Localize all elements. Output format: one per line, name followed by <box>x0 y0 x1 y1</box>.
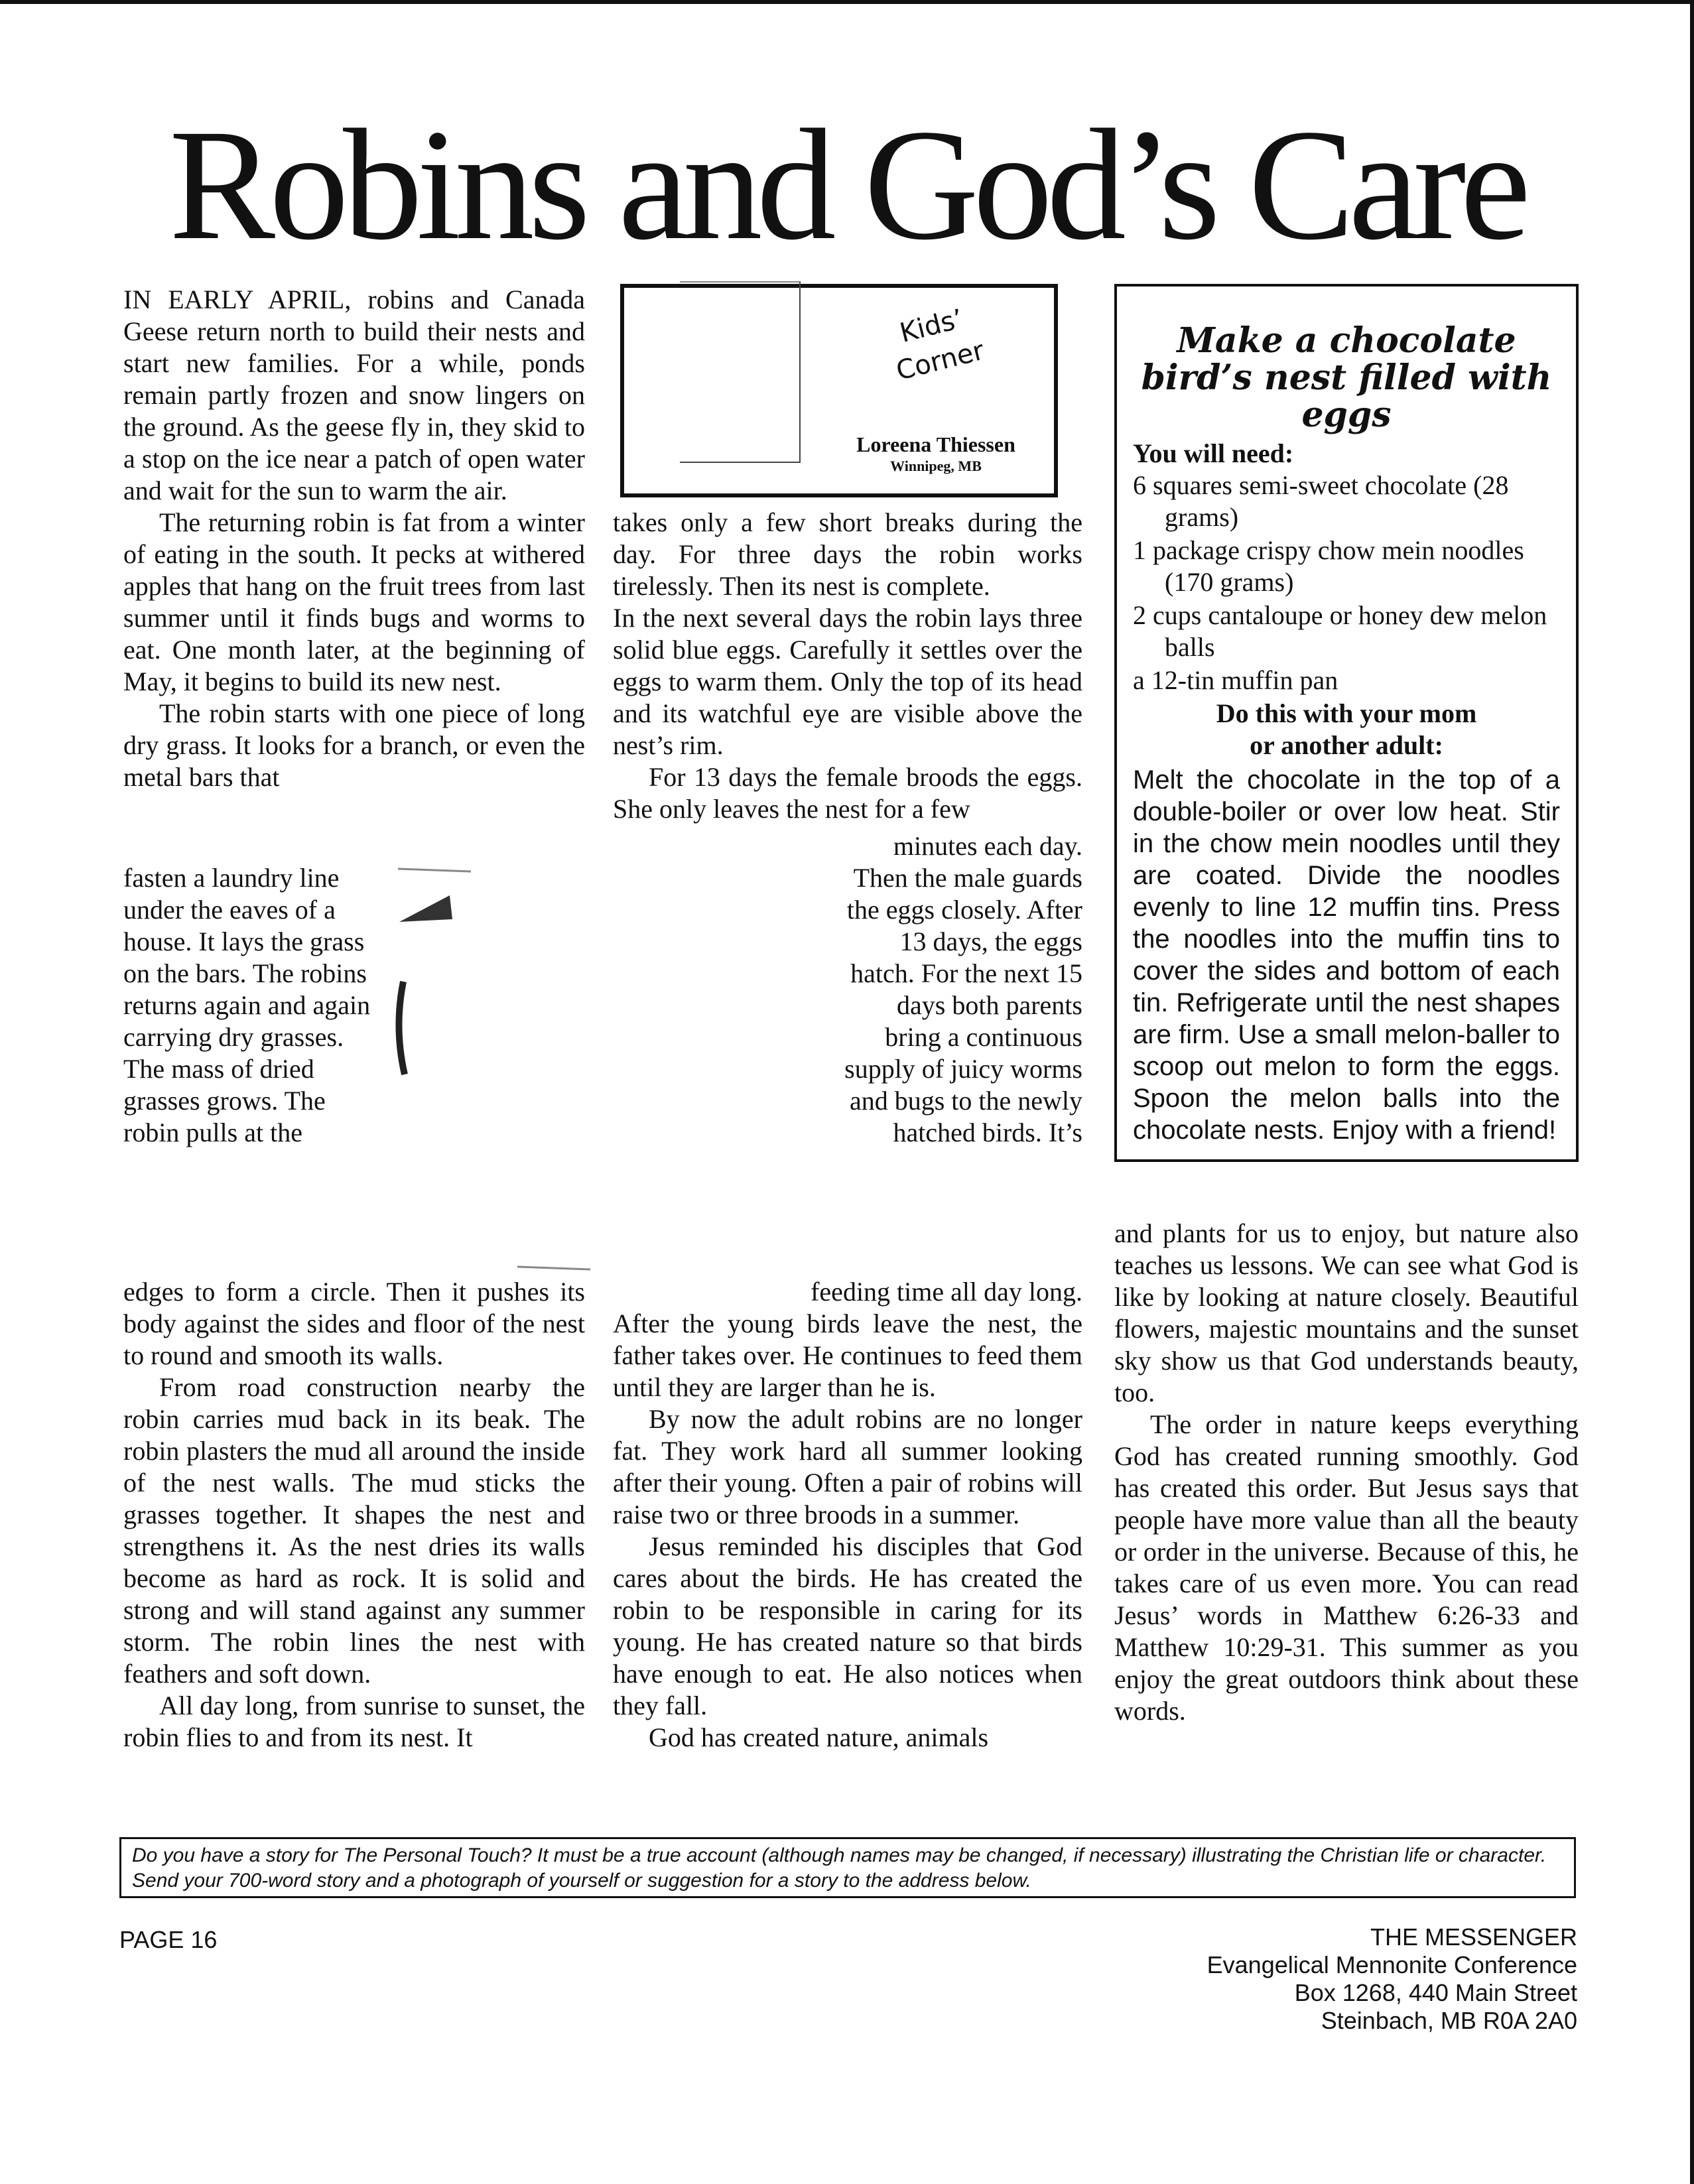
recipe-adult-label-1: Do this with your mom <box>1216 698 1477 728</box>
kids-corner-title-line1: Kids’ <box>897 303 966 349</box>
paragraph: In the next several days the robin lays three solid blue eggs. Carefully it settles over the eggs to warm them. Only the top of its head and its watchful eye are visible above the nest’s rim. <box>613 603 1082 760</box>
paragraph: After the young birds leave the nest, the father takes over. He continues to feed them until they are larger than he is. <box>613 1309 1082 1402</box>
recipe-adult-label-2: or another adult: <box>1250 730 1443 760</box>
page-number: PAGE 16 <box>119 1926 218 1953</box>
story-submission-notice: Do you have a story for The Personal Touch? It must be a true account (although names may be changed, if necessary) illustrating the Christian life or character. Send your 700-word story and a photograph of yourself or suggestion for a story to the address below. <box>119 1837 1576 1898</box>
paragraph: IN EARLY APRIL, robins and Canada Geese return north to build their nests and start new families. For a while, ponds remain partly frozen and snow lingers on the ground. As the geese fly in, they skid to a stop on the ice near a patch of open water and wait for the sun to warm the air. <box>123 285 585 505</box>
address-line: THE MESSENGER <box>1370 1923 1577 1951</box>
paragraph: and plants for us to enjoy, but nature also teaches us lessons. We can see what God is like by looking at nature closely. Beautiful flowers, majestic mountains and the sunset sky show us that God understands beauty, too. <box>1114 1218 1579 1407</box>
paragraph: The order in nature keeps everything God has created running smoothly. God has created this order. But Jesus says that people have more value than all the beauty or order in the universe. Because of this, he takes care of us even more. You can read Jesus’ words in Matthew 6:26-33 and Matthew 10:29-31. This summer as you enjoy the great outdoors think about these words. <box>1114 1409 1579 1726</box>
paragraph: minutes each day. Then the male guards the eggs closely. After 13 days, the eggs hatch. For the next 15 days both parents bring a continuous supply of juicy worms and bugs to the newly hatched birds. It’s <box>844 831 1082 1147</box>
paragraph: The robin starts with one piece of long dry grass. It looks for a branch, or even the metal bars that <box>123 698 585 792</box>
page-top-border <box>0 0 1694 4</box>
paragraph: For 13 days the female broods the eggs. She only leaves the nest for a few <box>613 762 1082 824</box>
author-name: Loreena Thiessen <box>856 432 1015 456</box>
ingredient-item: 1 package crispy chow mein noodles (170 grams) <box>1133 535 1524 597</box>
recipe-steps: Melt the chocolate in the top of a double-boiler or over low heat. Stir in the chow mein noodles until they are coated. Divide the noodles evenly to line 12 muffin tins. Press the noodles into the muffin tins to cover the sides and bottom of each tin. Refrigerate until the nest shapes are firm. Use a small melon-baller to scoop out melon to form the eggs. Spoon the melon balls into the chocolate nests. Enjoy with a friend! <box>1133 765 1560 1145</box>
branch-sketch-icon <box>399 982 405 1074</box>
kids-corner-box <box>620 284 1058 497</box>
address-line: Steinbach, MB R0A 2A0 <box>1321 2007 1577 2034</box>
address-line: Box 1268, 440 Main Street <box>1294 1979 1577 2006</box>
author-photo <box>680 281 801 463</box>
paragraph: God has created nature, animals <box>649 1722 989 1752</box>
article-column-3 <box>1114 1218 1579 1727</box>
address-line: Evangelical Mennonite Conference <box>1206 1951 1577 1978</box>
paragraph: edges to form a circle. Then it pushes its body against the sides and floor of the nest to round and smooth its walls. <box>123 1277 585 1370</box>
paragraph: From road construction nearby the robin carries mud back in its beak. The robin plasters the mud all around the inside of the nest walls. The mud sticks the grasses together. It shapes the nest and strengthens it. As the nest dries its walls become as hard as rock. It is solid and strong and will stand against any summer storm. The robin lines the nest with feathers and soft down. <box>123 1372 585 1689</box>
recipe-box <box>1114 284 1579 1162</box>
paragraph: takes only a few short breaks during the day. For three days the robin works tirelessly. Then its nest is complete. <box>613 507 1082 601</box>
recipe-heading: Make a chocolate bird’s nest filled with eggs <box>1141 320 1552 435</box>
sketch-mark <box>398 869 471 871</box>
paragraph: fasten a laundry line under the eaves of a house. It lays the grass on the bars. The robins returns again and again carrying dry grasses. The mass of dried grasses grows. The robin pulls at the <box>123 863 371 1147</box>
paragraph: All day long, from sunrise to sunset, the robin flies to and from its nest. It <box>123 1691 585 1752</box>
author-location: Winnipeg, MB <box>890 458 982 474</box>
paragraph: feeding time all day long. <box>811 1277 1082 1307</box>
sketch-mark <box>517 1267 590 1269</box>
article-column-1-wrap <box>123 862 375 1149</box>
page-right-border <box>1690 0 1694 2184</box>
article-column-2-wrap <box>836 830 1082 1149</box>
page-title: Robins and God’s Care <box>168 96 1526 273</box>
leaf-sketch-icon <box>399 895 452 922</box>
kids-corner-title-line2: Corner <box>893 335 988 387</box>
ingredient-item: 2 cups cantaloupe or honey dew melon balls <box>1133 600 1547 662</box>
paragraph: Jesus reminded his disciples that God cares about the birds. He has created the robin to be responsible in caring for its young. He has created nature so that birds have enough to eat. He also notices when they fall. <box>613 1531 1082 1720</box>
ingredient-item: a 12-tin muffin pan <box>1133 665 1338 695</box>
paragraph: The returning robin is fat from a winter of eating in the south. It pecks at withered apples that hang on the fruit trees from last summer until it finds bugs and worms to eat. One month later, at the beginning of May, it begins to build its new nest. <box>123 507 585 696</box>
ingredient-item: 6 squares semi-sweet chocolate (28 grams) <box>1133 470 1509 532</box>
ingredient-list <box>1133 470 1560 696</box>
article-column-2 <box>613 507 1082 825</box>
publisher-address <box>1207 1923 1577 2035</box>
article-column-2-lower <box>613 1276 1082 1754</box>
recipe-need-label: You will need: <box>1133 438 1294 468</box>
paragraph: By now the adult robins are no longer fat. They work hard all summer looking after their young. Often a pair of robins will raise two or three broods in a summer. <box>613 1404 1082 1529</box>
robin-nest-illustration <box>391 856 763 1280</box>
kids-corner-title <box>844 288 1028 399</box>
article-column-1-lower <box>123 1276 585 1754</box>
article-column-1 <box>123 284 585 793</box>
